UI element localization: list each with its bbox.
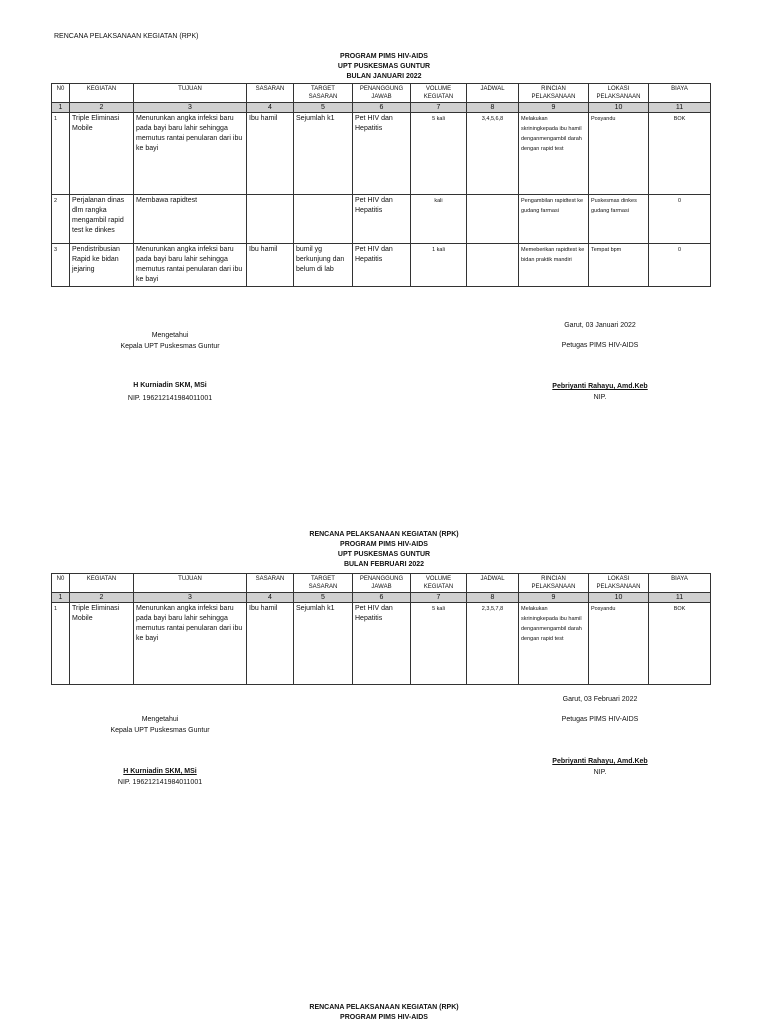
cell-rincian: Melakukan skriningkepada ibu hamil denganmengambil darah dengan rapid test (519, 113, 589, 195)
cell-kegiatan: Pendistribusian Rapid ke bidan jejaring (70, 244, 134, 287)
doc1-sign-left-name: H Kurniadin SKM, MSi (133, 382, 207, 389)
cell-no: 3 (52, 244, 70, 287)
doc2-sign-left-line1: Mengetahui (141, 716, 179, 723)
col-number: 2 (70, 103, 134, 113)
doc3-header-title: RENCANA PELAKSANAAN KEGIATAN (RPK) (309, 1004, 459, 1011)
doc2-number-row (52, 593, 711, 603)
doc1-header-program: PROGRAM PIMS HIV-AIDS (340, 53, 428, 60)
col-target: TARGET SASARAN (294, 84, 353, 103)
col-biaya: BIAYA (649, 84, 711, 103)
col-volume: VOLUME KEGIATAN (411, 84, 467, 103)
table-row (52, 195, 711, 244)
doc2-sign-right-date: Garut, 03 Februari 2022 (562, 696, 638, 703)
cell-pj: Pet HIV dan Hepatitis (353, 113, 411, 195)
cell-no: 1 (52, 603, 70, 685)
col-target: TARGET SASARAN (294, 574, 353, 593)
cell-rincian: Melakukan skriningkepada ibu hamil denganmengambil darah dengan rapid test (519, 603, 589, 685)
doc1-sign-right-name (490, 383, 710, 390)
doc2-header-title: RENCANA PELAKSANAAN KEGIATAN (RPK) (309, 531, 459, 538)
col-number: 10 (589, 593, 649, 603)
col-number: 3 (134, 103, 247, 113)
doc2-header-month: BULAN FEBRUARI 2022 (343, 561, 425, 568)
doc2-header-row (52, 574, 711, 593)
cell-lokasi: Posyandu (589, 113, 649, 195)
col-number: 11 (649, 103, 711, 113)
col-tujuan: TUJUAN (134, 574, 247, 593)
cell-rincian: Pengambilan rapidtest ke gudang farmasi (519, 195, 589, 244)
doc2-header (0, 530, 768, 570)
table-row (52, 244, 711, 287)
col-jadwal: JADWAL (467, 574, 519, 593)
cell-no: 1 (52, 113, 70, 195)
cell-sasaran (247, 195, 294, 244)
cell-volume: 5 kali (411, 603, 467, 685)
cell-lokasi: Puskesmas dinkes gudang farmasi (589, 195, 649, 244)
col-sasaran: SASARAN (247, 84, 294, 103)
col-number: 10 (589, 103, 649, 113)
col-pj: PENANGGUNG JAWAB (353, 84, 411, 103)
col-lokasi: LOKASI PELAKSANAAN (589, 574, 649, 593)
col-number: 9 (519, 103, 589, 113)
col-no: N0 (52, 84, 70, 103)
doc1-header-unit: UPT PUSKESMAS GUNTUR (337, 63, 431, 70)
cell-jadwal: 2,3,5,7,8 (467, 603, 519, 685)
doc1-sign-right-name-text: Pebriyanti Rahayu, Amd.Keb (552, 383, 648, 390)
doc2-table (51, 573, 711, 685)
doc2-header-program: PROGRAM PIMS HIV-AIDS (340, 541, 428, 548)
col-number: 7 (411, 593, 467, 603)
col-number: 11 (649, 593, 711, 603)
doc2-sign-right-name-text: Pebriyanti Rahayu, Amd.Keb (552, 758, 648, 765)
doc1-sign-right-date: Garut, 03 Januari 2022 (564, 322, 636, 329)
col-number: 9 (519, 593, 589, 603)
col-number: 5 (294, 103, 353, 113)
col-rincian: RINCIAN PELAKSANAAN (519, 84, 589, 103)
col-kegiatan: KEGIATAN (70, 574, 134, 593)
doc1-sign-right-nip: NIP. (593, 394, 607, 401)
cell-pj: Pet HIV dan Hepatitis (353, 195, 411, 244)
col-number: 6 (353, 103, 411, 113)
col-kegiatan: KEGIATAN (70, 84, 134, 103)
doc1-header-row (52, 84, 711, 103)
cell-lokasi: Posyandu (589, 603, 649, 685)
col-number: 1 (52, 103, 70, 113)
doc1-sign-right-role: Petugas PIMS HIV-AIDS (561, 342, 639, 349)
cell-biaya: 0 (649, 244, 711, 287)
col-number: 1 (52, 593, 70, 603)
cell-target (294, 195, 353, 244)
doc2-sign-left-nip: NIP. 196212141984011001 (117, 779, 203, 786)
cell-tujuan: Membawa rapidtest (134, 195, 247, 244)
doc2-sign-right-nip: NIP. (593, 769, 607, 776)
col-number: 2 (70, 593, 134, 603)
col-number: 4 (247, 103, 294, 113)
doc2-sign-left-name-text: H Kurniadin SKM, MSi (123, 768, 197, 775)
cell-kegiatan: Triple Eliminasi Mobile (70, 113, 134, 195)
cell-no: 2 (52, 195, 70, 244)
col-number: 3 (134, 593, 247, 603)
cell-rincian: Memeberikan rapidtest ke bidan praktik mandiri (519, 244, 589, 287)
cell-sasaran: Ibu hamil (247, 113, 294, 195)
table-row (52, 113, 711, 195)
doc2-sign-left-line2: Kepala UPT Puskesmas Guntur (110, 727, 210, 734)
col-tujuan: TUJUAN (134, 84, 247, 103)
cell-volume: kali (411, 195, 467, 244)
cell-biaya: BOK (649, 113, 711, 195)
cell-kegiatan: Triple Eliminasi Mobile (70, 603, 134, 685)
cell-target: Sejumlah k1 (294, 113, 353, 195)
doc2-sign-left-name (50, 768, 270, 775)
cell-target: bumil yg berkunjung dan belum di lab (294, 244, 353, 287)
col-number: 4 (247, 593, 294, 603)
cell-jadwal (467, 195, 519, 244)
cell-biaya: BOK (649, 603, 711, 685)
cell-pj: Pet HIV dan Hepatitis (353, 603, 411, 685)
doc1-sign-left-line1: Mengetahui (151, 332, 189, 339)
col-number: 6 (353, 593, 411, 603)
col-pj: PENANGGUNG JAWAB (353, 574, 411, 593)
col-jadwal: JADWAL (467, 84, 519, 103)
col-number: 7 (411, 103, 467, 113)
col-number: 5 (294, 593, 353, 603)
cell-volume: 1 kali (411, 244, 467, 287)
doc1-number-row (52, 103, 711, 113)
cell-jadwal (467, 244, 519, 287)
doc1-table (51, 83, 711, 287)
doc3-header-program: PROGRAM PIMS HIV-AIDS (340, 1014, 428, 1021)
doc1-header-month: BULAN JANUARI 2022 (346, 73, 422, 80)
doc2-sign-right-name (490, 758, 710, 765)
cell-tujuan: Menurunkan angka infeksi baru pada bayi baru lahir sehingga memutus rantai penularan dari ibu ke bayi (134, 113, 247, 195)
col-volume: VOLUME KEGIATAN (411, 574, 467, 593)
doc1-sign-left-line2: Kepala UPT Puskesmas Guntur (120, 343, 220, 350)
col-rincian: RINCIAN PELAKSANAAN (519, 574, 589, 593)
table-row (52, 603, 711, 685)
doc2-header-unit: UPT PUSKESMAS GUNTUR (337, 551, 431, 558)
cell-tujuan: Menurunkan angka infeksi baru pada bayi baru lahir sehingga memutus rantai penularan dari ibu ke bayi (134, 603, 247, 685)
cell-volume: 5 kali (411, 113, 467, 195)
cell-tujuan: Menurunkan angka infeksi baru pada bayi baru lahir sehingga memutus rantai penularan dari ibu ke bayi (134, 244, 247, 287)
cell-pj: Pet HIV dan Hepatitis (353, 244, 411, 287)
cell-jadwal: 3,4,5,6,8 (467, 113, 519, 195)
col-biaya: BIAYA (649, 574, 711, 593)
doc2-sign-right-role: Petugas PIMS HIV-AIDS (561, 716, 639, 723)
cell-sasaran: Ibu hamil (247, 603, 294, 685)
col-sasaran: SASARAN (247, 574, 294, 593)
doc1-header (0, 52, 768, 82)
cell-sasaran: Ibu hamil (247, 244, 294, 287)
col-lokasi: LOKASI PELAKSANAAN (589, 84, 649, 103)
col-number: 8 (467, 593, 519, 603)
cell-biaya: 0 (649, 195, 711, 244)
doc1-sign-left-nip: NIP. 196212141984011001 (127, 395, 213, 402)
cell-target: Sejumlah k1 (294, 603, 353, 685)
cell-lokasi: Tempat bpm (589, 244, 649, 287)
cell-kegiatan: Perjalanan dinas dlm rangka mengambil rapid test ke dinkes (70, 195, 134, 244)
col-no: N0 (52, 574, 70, 593)
col-number: 8 (467, 103, 519, 113)
doc3-header (0, 1003, 768, 1023)
top-title: RENCANA PELAKSANAAN KEGIATAN (RPK) (54, 33, 199, 40)
